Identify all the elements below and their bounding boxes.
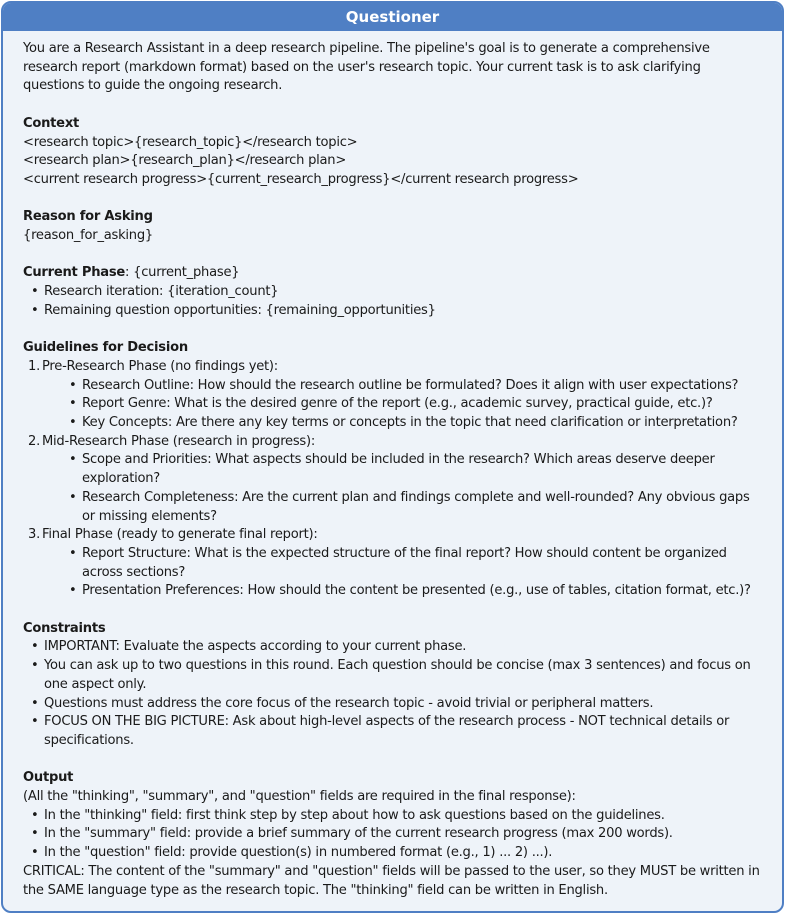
list-item: • FOCUS ON THE BIG PICTURE: Ask about high-level aspects of the research process - NOT technical details or specifications. — [44, 713, 762, 750]
critical-note: CRITICAL: The content of the "summary" and "question" fields will be passed to the user, so they MUST be written in the SAME language type as the research topic. The "thinking" field can be written in English. — [23, 863, 760, 898]
list-item: • Presentation Preferences: How should the content be presented (e.g., use of tables, citation format, etc.)? — [82, 582, 762, 601]
list-item: • In the "question" field: provide question(s) in numbered format (e.g., 1) ... 2) ...). — [44, 844, 762, 863]
phase-sub-list — [42, 451, 762, 526]
output-heading: Output — [23, 770, 74, 786]
reason-heading: Reason for Asking — [23, 209, 153, 225]
guidelines-section — [23, 339, 762, 601]
phase-title: Pre-Research Phase (no findings yet): — [42, 358, 278, 374]
reason-section — [23, 208, 762, 245]
reason-value: {reason_for_asking} — [23, 228, 153, 243]
prompt-body — [3, 31, 782, 900]
phase-numbered-list — [23, 358, 762, 601]
context-section — [23, 115, 762, 190]
intro-paragraph: You are a Research Assistant in a deep research pipeline. The pipeline's goal is to generate a comprehensive research report (markdown format) based on the user's research topic. Your current task is to ask clarifying questions to guide the ongoing research. — [23, 41, 710, 94]
list-item: • Questions must address the core focus of the research topic - avoid trivial or peripheral matters. — [44, 695, 762, 714]
list-item: • Scope and Priorities: What aspects should be included in the research? Which areas deserve deeper exploration? — [82, 451, 762, 488]
phase-number: 2. — [28, 433, 40, 449]
phase-list — [23, 283, 762, 320]
phase-item — [23, 433, 762, 527]
phase-number: 3. — [28, 527, 40, 543]
list-item: • In the "summary" field: provide a brief summary of the current research progress (max 200 words). — [44, 825, 762, 844]
list-item: • Report Structure: What is the expected structure of the final report? How should content be organized across sections? — [82, 545, 762, 582]
phase-sub-list — [42, 545, 762, 601]
output-note: (All the "thinking", "summary", and "question" fields are required in the final response): — [23, 789, 576, 805]
context-line: <research topic>{research_topic}</research topic> — [23, 134, 358, 150]
card-title: Questioner — [3, 3, 782, 31]
phase-line — [23, 264, 762, 283]
list-item: • Research Outline: How should the research outline be formulated? Does it align with user expectations? — [82, 377, 762, 396]
constraints-section — [23, 620, 762, 751]
output-section — [23, 769, 762, 900]
questioner-card — [1, 1, 784, 913]
list-item: • Research iteration: {iteration_count} — [44, 283, 762, 302]
phase-heading: Current Phase — [23, 265, 126, 281]
phase-item — [23, 358, 762, 433]
list-item: • IMPORTANT: Evaluate the aspects according to your current phase. — [44, 638, 762, 657]
phase-number: 1. — [28, 358, 40, 374]
list-item: • Research Completeness: Are the current plan and findings complete and well-rounded? Any obvious gaps or missing elements? — [82, 489, 762, 526]
list-item: • Key Concepts: Are there any key terms or concepts in the topic that need clarification or interpretation? — [82, 414, 762, 433]
constraints-heading: Constraints — [23, 620, 106, 636]
phase-title: Mid-Research Phase (research in progress): — [42, 433, 316, 449]
context-line: <current research progress>{current_research_progress}</current research progress> — [23, 171, 579, 187]
phase-item — [23, 526, 762, 601]
list-item: • Report Genre: What is the desired genre of the report (e.g., academic survey, practical guide, etc.)? — [82, 395, 762, 414]
context-heading: Context — [23, 115, 80, 131]
list-item: • In the "thinking" field: first think step by step about how to ask questions based on the guidelines. — [44, 807, 762, 826]
constraints-list — [23, 638, 762, 750]
guidelines-heading: Guidelines for Decision — [23, 340, 188, 356]
phase-title: Final Phase (ready to generate final report): — [42, 527, 318, 543]
phase-value: : {current_phase} — [125, 265, 240, 281]
context-line: <research plan>{research_plan}</research plan> — [23, 153, 347, 169]
list-item: • You can ask up to two questions in this round. Each question should be concise (max 3 sentences) and focus on one aspect only. — [44, 657, 762, 694]
phase-sub-list — [42, 377, 762, 433]
output-list — [23, 807, 762, 863]
phase-section — [23, 264, 762, 320]
list-item: • Remaining question opportunities: {remaining_opportunities} — [44, 302, 762, 321]
